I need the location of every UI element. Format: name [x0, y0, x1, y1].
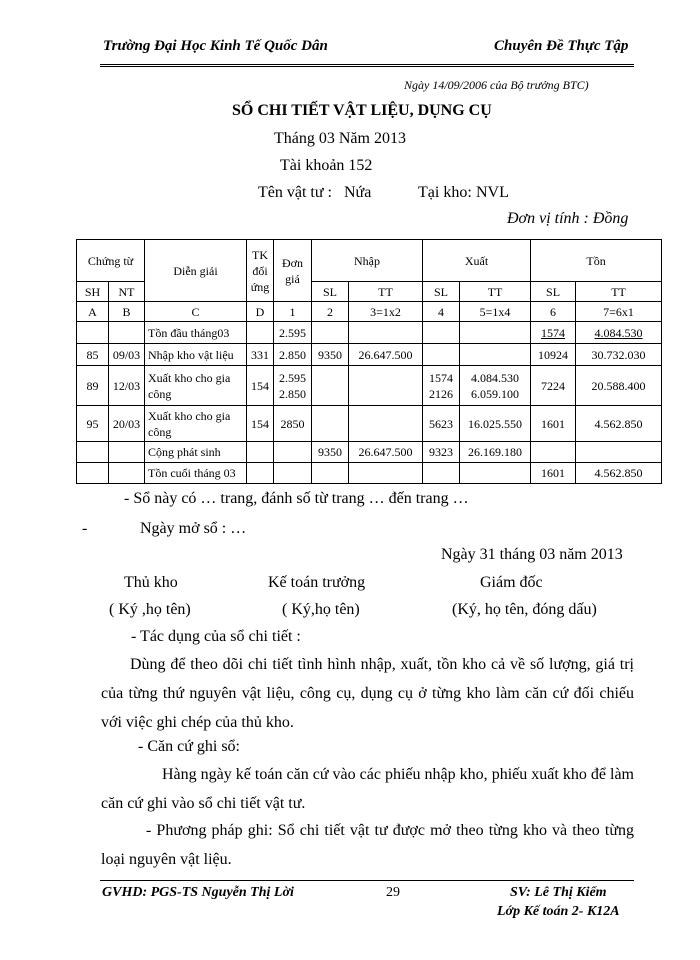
material-label: Tên vật tư :: [258, 184, 332, 201]
table-row: [77, 463, 662, 484]
cell-nhap-tt: 26.647.500: [349, 442, 423, 463]
cell-nhap-tt: [349, 406, 423, 442]
cell-nhap-sl: [312, 322, 349, 344]
col-xuat-sl: SL: [423, 282, 460, 302]
cell-sh: [77, 463, 109, 484]
code-cell: C: [145, 302, 247, 322]
open-date: Ngày mở sổ : …: [140, 520, 247, 537]
cell-tk: [247, 463, 274, 484]
cell-diengiai: Tồn đầu tháng03: [145, 322, 247, 344]
cell-tk: 154: [247, 366, 274, 406]
cell-ton-sl: 1601: [531, 406, 576, 442]
footer-student: SV: Lê Thị Kiểm: [510, 885, 607, 900]
cell-nhap-tt: [349, 322, 423, 344]
warehouse-label: Tại kho:: [418, 184, 472, 201]
cell-nhap-sl: [312, 366, 349, 406]
code-cell: 2: [312, 302, 349, 322]
cell-xuat-sl: 9323: [423, 442, 460, 463]
cell-diengiai: Tồn cuối tháng 03: [145, 463, 247, 484]
cell-xuat-sl-line: 1574: [429, 370, 454, 385]
col-ton-tt: TT: [576, 282, 662, 302]
section-title: - Tác dụng của sổ chi tiết :: [131, 628, 301, 645]
cell-xuat-sl: [423, 344, 460, 366]
cell-nt: 20/03: [109, 406, 145, 442]
cell-ton-tt: 20.588.400: [576, 366, 662, 406]
pages-note: - Sổ này có … trang, đánh số từ trang … đến trang …: [124, 490, 469, 507]
cell-ton-sl: [531, 322, 576, 344]
cell-gia-line: 2.850: [279, 386, 307, 401]
cell-gia-line: 2.595: [279, 370, 307, 385]
table-row: [77, 322, 662, 344]
cell-ton-sl: 1601: [531, 463, 576, 484]
col-chungtu: Chứng từ: [77, 240, 145, 282]
col-xuat: Xuất: [423, 240, 531, 282]
cell-tk: [247, 442, 274, 463]
cell-sh: 95: [77, 406, 109, 442]
col-sh: SH: [77, 282, 109, 302]
code-cell: 3=1x2: [349, 302, 423, 322]
cell-diengiai: Xuất kho cho gia công: [145, 366, 247, 406]
signer-title: Thủ kho: [124, 574, 178, 591]
header-rule: [100, 64, 634, 65]
account-label: Tài khoản 152: [280, 157, 373, 174]
page-title: SỔ CHI TIẾT VẬT LIỆU, DỤNG CỤ: [232, 102, 492, 119]
header-topic: Chuyên Đề Thực Tập: [494, 38, 629, 54]
col-dongia: [274, 240, 312, 302]
code-cell: A: [77, 302, 109, 322]
material-value: Nứa: [344, 184, 372, 201]
cell-nhap-sl: [312, 463, 349, 484]
col-tk-line: ứng: [250, 279, 270, 294]
cell-xuat-tt: 16.025.550: [460, 406, 531, 442]
cell-ton-sl-value: 1574: [541, 325, 566, 340]
section-title: - Căn cứ ghi sổ:: [138, 738, 240, 755]
cell-ton-tt: 30.732.030: [576, 344, 662, 366]
cell-sh: 89: [77, 366, 109, 406]
cell-diengiai: Nhập kho vật liệu: [145, 344, 247, 366]
cell-xuat-sl: 5623: [423, 406, 460, 442]
page-number: 29: [386, 885, 400, 900]
cell-ton-sl: [531, 442, 576, 463]
header-school: Trường Đại Học Kinh Tế Quốc Dân: [103, 38, 328, 54]
cell-tk: [247, 322, 274, 344]
code-cell: 6: [531, 302, 576, 322]
regulation-note: Ngày 14/09/2006 của Bộ trưởng BTC): [404, 78, 589, 92]
header-rule-2: [100, 66, 634, 67]
cell-diengiai: Cộng phát sinh: [145, 442, 247, 463]
cell-nhap-sl: 9350: [312, 442, 349, 463]
table-row: [77, 344, 662, 366]
cell-nt: 12/03: [109, 366, 145, 406]
table-row: [77, 406, 662, 442]
cell-ton-tt: 4.562.850: [576, 406, 662, 442]
cell-nt: 09/03: [109, 344, 145, 366]
cell-ton-tt: 4.562.850: [576, 463, 662, 484]
cell-gia: [274, 463, 312, 484]
code-cell: 7=6x1: [576, 302, 662, 322]
footer-rule: [100, 880, 634, 881]
footer-advisor: GVHD: PGS-TS Nguyễn Thị Lời: [102, 885, 294, 900]
warehouse-value: NVL: [476, 184, 509, 201]
table-row: [77, 366, 662, 406]
cell-ton-sl: 7224: [531, 366, 576, 406]
month-label: Tháng 03 Năm 2013: [274, 130, 406, 147]
cell-gia: [274, 366, 312, 406]
cell-nt: [109, 322, 145, 344]
code-cell: 4: [423, 302, 460, 322]
cell-nhap-tt: [349, 463, 423, 484]
code-cell: B: [109, 302, 145, 322]
col-tk-line: đối: [252, 263, 268, 278]
cell-xuat-tt: [460, 322, 531, 344]
cell-xuat-tt-line: 4.084.530: [471, 370, 520, 385]
footer-class: Lớp Kế toán 2- K12A: [497, 904, 620, 919]
code-cell: 1: [274, 302, 312, 322]
cell-gia: [274, 442, 312, 463]
col-dongia-line: giá: [285, 271, 300, 286]
cell-nhap-tt: [349, 366, 423, 406]
cell-nhap-tt: 26.647.500: [349, 344, 423, 366]
col-nhap: Nhập: [312, 240, 423, 282]
cell-xuat-tt: [460, 344, 531, 366]
cell-xuat-sl-line: 2126: [429, 386, 454, 401]
cell-gia: 2.595: [274, 322, 312, 344]
cell-xuat-tt: 26.169.180: [460, 442, 531, 463]
ledger-table: [76, 239, 662, 484]
code-cell: 5=1x4: [460, 302, 531, 322]
cell-gia: 2850: [274, 406, 312, 442]
unit-label: Đơn vị tính : Đồng: [507, 210, 629, 227]
signer-title: Giám đốc: [480, 574, 543, 591]
cell-gia: 2.850: [274, 344, 312, 366]
cell-diengiai: Xuất kho cho gia công: [145, 406, 247, 442]
cell-sh: 85: [77, 344, 109, 366]
cell-xuat-tt: [460, 463, 531, 484]
col-nt: NT: [109, 282, 145, 302]
signer-note: ( Ký ,họ tên): [109, 601, 191, 618]
open-date-dash: -: [82, 520, 88, 537]
section-paragraph: Hàng ngày kế toán căn cứ vào các phiếu nhập kho, phiếu xuất kho để làm căn cứ ghi vào sổ chi tiết vật tư.: [101, 766, 634, 812]
code-cell: D: [247, 302, 274, 322]
cell-xuat-tt-line: 6.059.100: [471, 386, 520, 401]
col-diengiai: Diễn giải: [145, 240, 247, 302]
cell-ton-sl: 10924: [531, 344, 576, 366]
col-xuat-tt: TT: [460, 282, 531, 302]
cell-tk: 154: [247, 406, 274, 442]
cell-nhap-sl: 9350: [312, 344, 349, 366]
section-paragraph: Dùng để theo dõi chi tiết tình hình nhập, xuất, tồn kho cả về số lượng, giá trị của từng thứ nguyên vật liệu, công cụ, dụng cụ ở từng kho làm căn cứ đối chiếu với việc ghi chép của thủ kho.: [101, 656, 634, 731]
cell-xuat-tt: [460, 366, 531, 406]
cell-tk: 331: [247, 344, 274, 366]
cell-nt: [109, 463, 145, 484]
col-ton-sl: SL: [531, 282, 576, 302]
table-row: [77, 442, 662, 463]
signer-note: (Ký, họ tên, đóng dấu): [452, 601, 597, 618]
cell-nhap-sl: [312, 406, 349, 442]
sign-date: Ngày 31 tháng 03 năm 2013: [441, 546, 623, 563]
signer-title: Kế toán trưởng: [268, 574, 366, 591]
cell-ton-tt: [576, 322, 662, 344]
cell-ton-tt-value: 4.084.530: [594, 325, 643, 340]
cell-sh: [77, 322, 109, 344]
signer-note: ( Ký,họ tên): [282, 601, 360, 618]
col-nhap-sl: SL: [312, 282, 349, 302]
col-tk-line: TK: [252, 247, 269, 262]
cell-ton-tt: [576, 442, 662, 463]
section-paragraph: - Phương pháp ghi: Sổ chi tiết vật tư được mở theo từng kho và theo từng loại nguyên vật liệu.: [101, 822, 634, 868]
col-nhap-tt: TT: [349, 282, 423, 302]
col-dongia-line: Đơn: [282, 255, 304, 270]
cell-nt: [109, 442, 145, 463]
cell-xuat-sl: [423, 463, 460, 484]
cell-sh: [77, 442, 109, 463]
cell-xuat-sl: [423, 366, 460, 406]
col-tk: [247, 240, 274, 302]
col-ton: Tồn: [531, 240, 662, 282]
cell-xuat-sl: [423, 322, 460, 344]
